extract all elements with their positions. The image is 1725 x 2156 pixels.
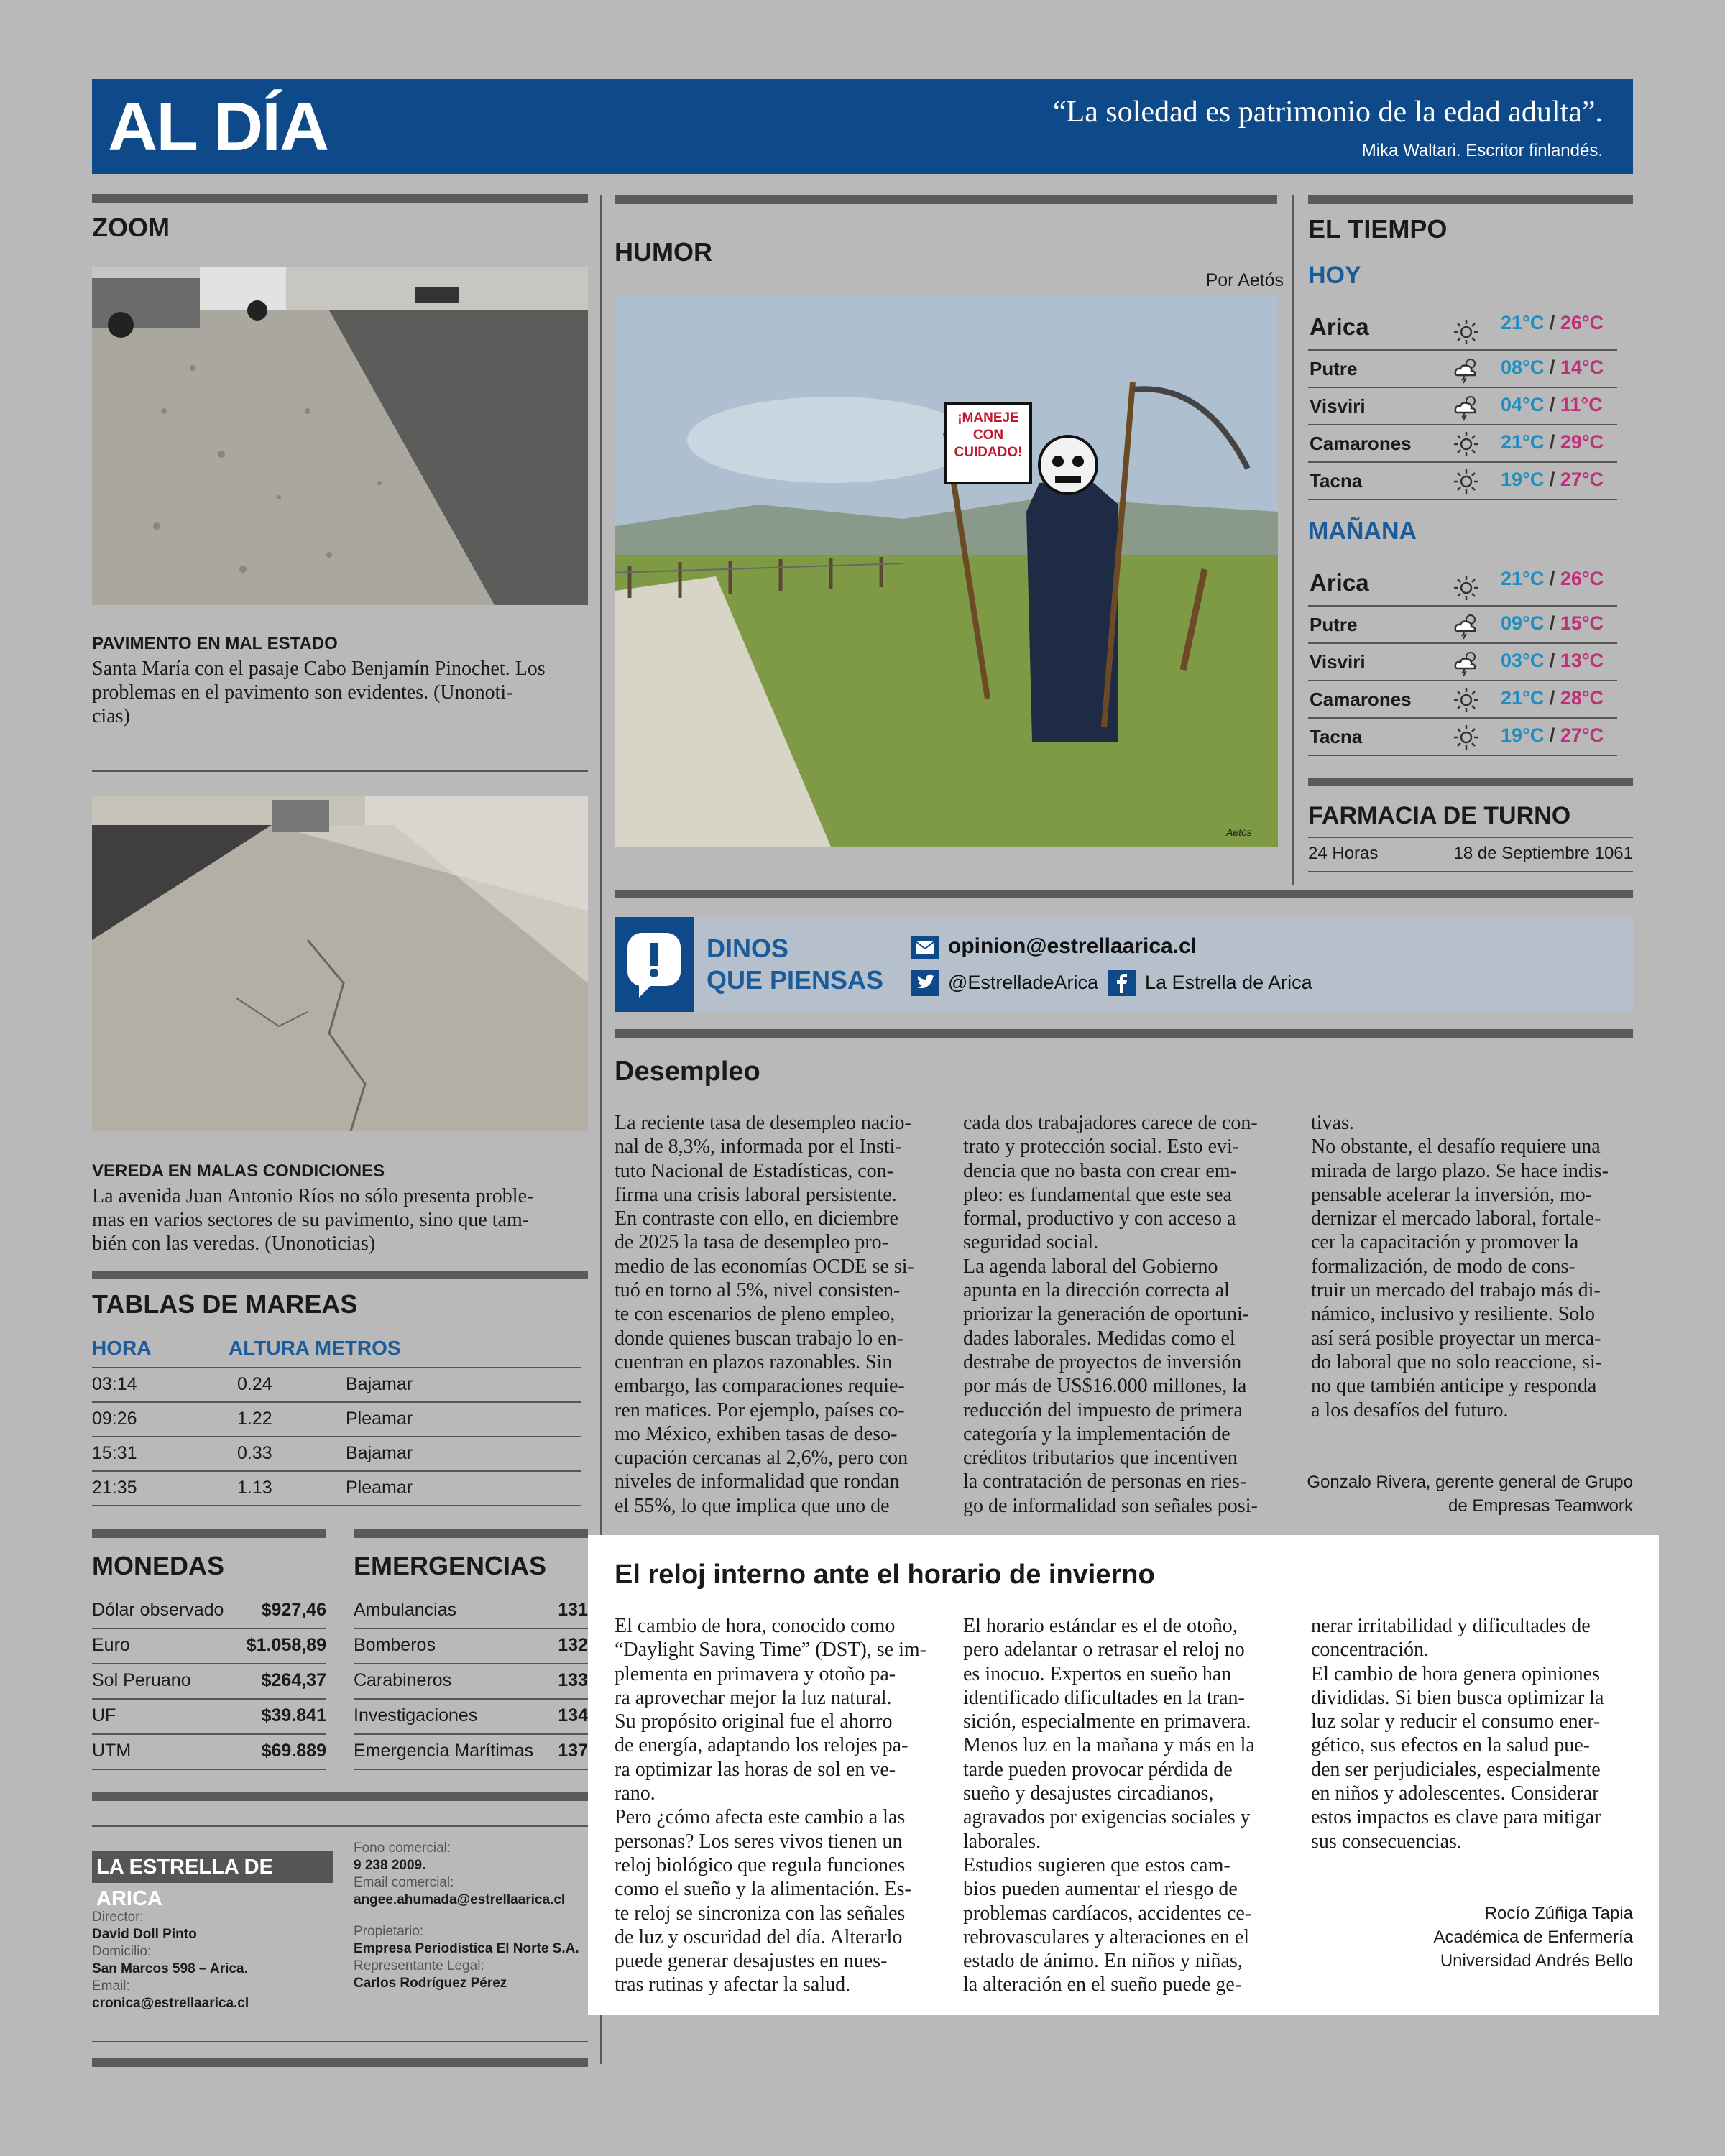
article1-title: Desempleo bbox=[615, 1056, 760, 1087]
temp-high: 29°C bbox=[1560, 431, 1604, 453]
article1-col2: cada dos trabajadores carece de con- trato y protección social. Esto evi- dencia que no basta con crear em- pleo: es fundamental que este sea formal, productivo y con acceso a seguridad social. La agenda laboral del Gobierno apunta en la dirección correcta al priorizar la generación de oportuni- dades laborales. Medidas como el destrabe de proyectos de inversión por más de US$16.000 millones, la reducción del impuesto de primera categoría y la implementación de créditos tributarios que incentiven la contratación de personas en ries- go de informalidad son señales posi- bbox=[963, 1112, 1258, 1517]
humor-cartoon bbox=[615, 296, 1278, 847]
tide-tipo: Bajamar bbox=[346, 1443, 413, 1463]
label: Email: bbox=[92, 1978, 130, 1994]
temp-low: 21°C bbox=[1501, 568, 1545, 589]
photo1-caption-title: PAVIMENTO EN MAL ESTADO bbox=[92, 634, 338, 653]
weather-row bbox=[1308, 607, 1617, 644]
temp-high: 28°C bbox=[1560, 687, 1604, 709]
emergency-table bbox=[354, 1594, 588, 1770]
tides-col-hora: HORA bbox=[92, 1337, 152, 1359]
tide-hora: 09:26 bbox=[92, 1409, 137, 1429]
temp-high: 27°C bbox=[1560, 724, 1604, 746]
label: Domicilio: bbox=[92, 1944, 152, 1959]
email-icon bbox=[911, 936, 939, 959]
divider bbox=[1308, 871, 1633, 872]
storm-cloud-icon bbox=[1452, 392, 1481, 425]
label: Propietario: bbox=[354, 1924, 424, 1939]
weather-city: Camarones bbox=[1310, 433, 1412, 454]
sun-icon bbox=[1452, 467, 1481, 499]
divider bbox=[92, 770, 588, 772]
contact-heading-line: DINOS bbox=[707, 934, 789, 963]
section-bar bbox=[354, 1529, 588, 1538]
temp-low: 09°C bbox=[1501, 612, 1545, 634]
currency-table bbox=[92, 1594, 326, 1770]
weather-city: Camarones bbox=[1310, 688, 1412, 710]
weather-row bbox=[1308, 565, 1617, 607]
contact-email[interactable]: opinion@estrellaarica.cl bbox=[948, 934, 1197, 958]
divider bbox=[92, 1825, 588, 1827]
caption-line: mas en varios sectores de su pavimento, sino que tam- bbox=[92, 1209, 530, 1231]
currency-name: Sol Peruano bbox=[92, 1670, 191, 1690]
temp-low: 04°C bbox=[1501, 394, 1545, 415]
twitter-icon bbox=[911, 970, 939, 996]
pharmacy-title: FARMACIA DE TURNO bbox=[1308, 802, 1571, 829]
currency-row bbox=[92, 1664, 326, 1700]
emergency-name: Emergencia Marítimas bbox=[354, 1741, 534, 1761]
article2-title: El reloj interno ante el horario de invierno bbox=[615, 1560, 1155, 1590]
speech-bubble-icon bbox=[615, 917, 694, 1012]
article2-signature: Rocío Zúñiga Tapia Académica de Enfermería Universidad Andrés Bello bbox=[1433, 1904, 1633, 1971]
tide-row bbox=[92, 1403, 581, 1437]
weather-tomorrow-label: MAÑANA bbox=[1308, 517, 1417, 545]
tide-row bbox=[92, 1437, 581, 1472]
tide-hora: 03:14 bbox=[92, 1374, 137, 1394]
weather-tomorrow-table bbox=[1308, 565, 1617, 756]
emergency-title: EMERGENCIAS bbox=[354, 1551, 547, 1580]
weather-temps bbox=[1501, 394, 1603, 416]
tide-altura: 1.13 bbox=[237, 1478, 272, 1498]
zoom-photo-pavement bbox=[92, 267, 588, 605]
weather-row bbox=[1308, 463, 1617, 500]
emergency-number: 131 bbox=[558, 1600, 588, 1620]
currency-name: Dólar observado bbox=[92, 1600, 224, 1620]
currency-name: UF bbox=[92, 1705, 116, 1726]
section-bar bbox=[92, 1271, 588, 1279]
weather-temps bbox=[1501, 356, 1604, 379]
header-quote: “La soledad es patrimonio de la edad adulta”. bbox=[1052, 96, 1603, 129]
section-bar bbox=[92, 1529, 326, 1538]
weather-temps bbox=[1501, 612, 1604, 635]
contact-banner bbox=[615, 917, 1633, 1012]
storm-cloud-icon bbox=[1452, 648, 1481, 681]
temp-separator: / bbox=[1544, 356, 1560, 378]
legal-rep: Carlos Rodríguez Pérez bbox=[354, 1976, 507, 1991]
temp-separator: / bbox=[1544, 469, 1560, 490]
temp-separator: / bbox=[1544, 612, 1560, 634]
weather-row bbox=[1308, 425, 1617, 463]
header-quote-author: Mika Waltari. Escritor finlandés. bbox=[1361, 141, 1603, 160]
article2-col2: El horario estándar es el de otoño, pero adelantar o retrasar el reloj no es inocuo. Expertos en sueño han identificado dificultades en la tran- sición, especialmente en primavera. Menos luz en la mañana y más en la tarde pueden provocar pérdida de sueño y desajustes circadianos, agravados por exigencias sociales y laborales. Estudios sugieren que estos cam- bios pueden aumentar el riesgo de problemas cardíacos, accidentes ce- rebrovasculares y alteraciones en el estado de ánimo. En niños y niñas, la alteración en el sueño puede ge- bbox=[963, 1615, 1255, 1996]
temp-low: 19°C bbox=[1501, 469, 1545, 490]
sun-icon bbox=[1452, 318, 1481, 350]
weather-today-label: HOY bbox=[1308, 262, 1361, 289]
caption-line: La avenida Juan Antonio Ríos no sólo presenta proble- bbox=[92, 1185, 534, 1207]
sun-icon bbox=[1452, 723, 1481, 755]
currency-row bbox=[92, 1594, 326, 1629]
temp-separator: / bbox=[1544, 431, 1560, 453]
zoom-title: ZOOM bbox=[92, 213, 170, 242]
weather-city: Putre bbox=[1310, 358, 1358, 379]
emergency-row bbox=[354, 1664, 588, 1700]
weather-title: EL TIEMPO bbox=[1308, 214, 1448, 244]
tide-hora: 21:35 bbox=[92, 1478, 137, 1498]
temp-low: 03°C bbox=[1501, 650, 1545, 671]
email[interactable]: cronica@estrellaarica.cl bbox=[92, 1996, 249, 2011]
sun-icon bbox=[1452, 686, 1481, 718]
temp-separator: / bbox=[1544, 394, 1560, 415]
tides-table bbox=[92, 1368, 581, 1506]
humor-title: HUMOR bbox=[615, 237, 712, 267]
weather-city: Arica bbox=[1310, 569, 1369, 596]
label: Fono comercial: bbox=[354, 1841, 451, 1856]
weather-city: Putre bbox=[1310, 614, 1358, 635]
temp-separator: / bbox=[1544, 724, 1560, 746]
weather-city: Visviri bbox=[1310, 651, 1366, 673]
emergency-row bbox=[354, 1629, 588, 1664]
weather-temps bbox=[1501, 431, 1604, 453]
label: Director: bbox=[92, 1909, 144, 1925]
divider bbox=[92, 2041, 588, 2042]
contact-twitter[interactable]: @EstrelladeArica bbox=[948, 972, 1098, 993]
emergency-row bbox=[354, 1735, 588, 1770]
tide-altura: 0.33 bbox=[237, 1443, 272, 1463]
tide-hora: 15:31 bbox=[92, 1443, 137, 1463]
emergency-number: 132 bbox=[558, 1635, 588, 1655]
photo2-caption-title: VEREDA EN MALAS CONDICIONES bbox=[92, 1161, 385, 1181]
weather-temps bbox=[1501, 568, 1604, 590]
temp-high: 26°C bbox=[1560, 312, 1604, 333]
temp-high: 11°C bbox=[1560, 394, 1603, 415]
contact-heading-line: QUE PIENSAS bbox=[707, 965, 884, 995]
caption-line: problemas en el pavimento son evidentes. (Unonoti- bbox=[92, 681, 513, 704]
emergency-number: 137 bbox=[558, 1741, 588, 1761]
article1-col1: La reciente tasa de desempleo nacio- nal de 8,3%, informada por el Insti- tuto Nacional de Estadísticas, con- firma una crisis laboral persistente. En contraste con ello, en diciembre de 2025 la tasa de desempleo pro- medio de las economías OCDE se si- tuó en torno al 5%, nivel consisten- te con escenarios de pleno empleo, donde quienes buscan trabajo lo en- cuentran en plazos razonables. Sin embargo, las comparaciones requie- ren matices. Por ejemplo, países co- mo México, exhiben tasas de deso- cupación cercanas al 2,6%, pero con niveles de informalidad que rondan el 55%, lo que implica que uno de bbox=[615, 1112, 914, 1517]
article1-signature: Gonzalo Rivera, gerente general de Grupo de Empresas Teamwork bbox=[1307, 1473, 1633, 1516]
temp-separator: / bbox=[1544, 568, 1560, 589]
currency-row bbox=[92, 1629, 326, 1664]
storm-cloud-icon bbox=[1452, 355, 1481, 387]
temp-high: 15°C bbox=[1560, 612, 1604, 634]
label: Email comercial: bbox=[354, 1875, 454, 1890]
emergency-number: 133 bbox=[558, 1670, 588, 1690]
emergency-name: Carabineros bbox=[354, 1670, 452, 1690]
divider bbox=[1308, 837, 1633, 838]
address: San Marcos 598 – Arica. bbox=[92, 1961, 248, 1976]
section-bar bbox=[92, 194, 588, 203]
tide-row bbox=[92, 1472, 581, 1506]
section-bar bbox=[92, 1792, 588, 1801]
section-bar bbox=[1308, 778, 1633, 786]
weather-city: Tacna bbox=[1310, 726, 1363, 747]
caption-line: cias) bbox=[92, 705, 130, 727]
sun-icon bbox=[1452, 430, 1481, 462]
contact-heading bbox=[707, 933, 883, 996]
weather-row bbox=[1308, 309, 1617, 351]
currency-value: $39.841 bbox=[261, 1705, 326, 1726]
temp-separator: / bbox=[1544, 312, 1560, 333]
contact-facebook[interactable]: La Estrella de Arica bbox=[1145, 972, 1312, 993]
article2-col1: El cambio de hora, conocido como “Daylight Saving Time” (DST), se im- plementa en primavera y otoño pa- ra aprovechar mejor la luz natural. Su propósito original fue el ahorro de energía, adaptando los relojes pa- ra optimizar las horas de sol en ve- rano. Pero ¿cómo afecta este cambio a las personas? Los seres vivos tienen un reloj biológico que regula funciones como el sueño y la alimentación. Es- te reloj se sincroniza con las señales de luz y oscuridad del día. Alterarlo puede generar desajustes en nues- tras rutinas y afectar la salud. bbox=[615, 1615, 926, 1996]
weather-city: Visviri bbox=[1310, 395, 1366, 417]
pharmacy-address: 18 de Septiembre 1061 bbox=[1453, 844, 1633, 863]
article2-col3: nerar irritabilidad y dificultades de concentración. El cambio de hora genera opiniones divididas. Si bien busca optimizar la luz solar y reducir el consumo ener- gético, sus efectos en la salud pue- den ser perjudiciales, especialmente en niños y adolescentes. Considerar estos impactos es clave para mitigar sus consecuencias. bbox=[1311, 1615, 1604, 1853]
section-bar bbox=[92, 2058, 588, 2067]
tide-altura: 1.22 bbox=[237, 1409, 272, 1429]
column-divider bbox=[1292, 195, 1294, 885]
currency-title: MONEDAS bbox=[92, 1551, 225, 1580]
weather-row bbox=[1308, 719, 1617, 756]
weather-row bbox=[1308, 681, 1617, 719]
caption-line: Santa María con el pasaje Cabo Benjamín Pinochet. Los bbox=[92, 658, 546, 680]
temp-low: 21°C bbox=[1501, 312, 1545, 333]
facebook-icon bbox=[1108, 970, 1136, 996]
temp-high: 14°C bbox=[1560, 356, 1604, 378]
temp-high: 13°C bbox=[1560, 650, 1604, 671]
weather-city: Tacna bbox=[1310, 470, 1363, 492]
newspaper-logo: LA ESTRELLA DE ARICA bbox=[92, 1851, 334, 1883]
tide-tipo: Bajamar bbox=[346, 1374, 413, 1394]
tide-altura: 0.24 bbox=[237, 1374, 272, 1394]
tides-title: TABLAS DE MAREAS bbox=[92, 1289, 358, 1319]
currency-value: $927,46 bbox=[261, 1600, 326, 1620]
commercial-email[interactable]: angee.ahumada@estrellaarica.cl bbox=[354, 1892, 566, 1907]
weather-today-table bbox=[1308, 309, 1617, 500]
weather-row bbox=[1308, 644, 1617, 681]
temp-high: 27°C bbox=[1560, 469, 1604, 490]
cartoon-sign-text: ¡MANEJE CON CUIDADO! bbox=[954, 410, 1023, 460]
emergency-row bbox=[354, 1700, 588, 1735]
currency-value: $1.058,89 bbox=[246, 1635, 326, 1655]
emergency-number: 134 bbox=[558, 1705, 588, 1726]
director: David Doll Pinto bbox=[92, 1927, 197, 1942]
caption-line: bién con las veredas. (Unonoticias) bbox=[92, 1233, 376, 1255]
humor-credit: Por Aetós bbox=[1205, 270, 1284, 290]
section-bar bbox=[615, 195, 1277, 204]
emergency-row bbox=[354, 1594, 588, 1629]
temp-low: 08°C bbox=[1501, 356, 1545, 378]
currency-value: $69.889 bbox=[261, 1741, 326, 1761]
emergency-name: Investigaciones bbox=[354, 1705, 478, 1726]
emergency-name: Bomberos bbox=[354, 1635, 436, 1655]
article1-col3: tivas. No obstante, el desafío requiere una mirada de largo plazo. Se hace indis- pensable acelerar la inversión, mo- dernizar el mercado laboral, fortale- cer la capacitación y promover la formalización, de modo de cons- truir un mercado del trabajo más di- námico, inclusivo y resiliente. Solo así será posible proyectar un merca- do laboral que no solo reaccione, si- no que también anticipe y responda a los desafíos del futuro. bbox=[1311, 1112, 1609, 1422]
sun-icon bbox=[1452, 573, 1481, 606]
pharmacy-hours: 24 Horas bbox=[1308, 844, 1379, 863]
page-header bbox=[92, 79, 1633, 174]
temp-low: 21°C bbox=[1501, 431, 1545, 453]
section-bar bbox=[615, 890, 1633, 898]
weather-temps bbox=[1501, 650, 1604, 672]
label: Representante Legal: bbox=[354, 1958, 484, 1973]
photo1-caption bbox=[92, 657, 588, 728]
masthead-right bbox=[354, 1840, 579, 1992]
owner: Empresa Periodística El Norte S.A. bbox=[354, 1941, 579, 1956]
weather-temps bbox=[1501, 469, 1604, 491]
tides-col-altura: ALTURA METROS bbox=[229, 1337, 401, 1359]
cartoon-signature: Aetós bbox=[1226, 826, 1252, 838]
weather-temps bbox=[1501, 312, 1604, 334]
weather-city: Arica bbox=[1310, 313, 1369, 340]
currency-name: UTM bbox=[92, 1741, 132, 1761]
zoom-photo-sidewalk bbox=[92, 796, 588, 1131]
emergency-name: Ambulancias bbox=[354, 1600, 457, 1620]
tide-row bbox=[92, 1368, 581, 1403]
section-brand: AL DÍA bbox=[108, 88, 328, 165]
currency-row bbox=[92, 1700, 326, 1735]
section-bar bbox=[1308, 195, 1633, 204]
photo2-caption bbox=[92, 1184, 595, 1256]
phone: 9 238 2009. bbox=[354, 1858, 426, 1873]
temp-low: 21°C bbox=[1501, 687, 1545, 709]
currency-value: $264,37 bbox=[261, 1670, 326, 1690]
storm-cloud-icon bbox=[1452, 611, 1481, 643]
weather-row bbox=[1308, 351, 1617, 388]
weather-row bbox=[1308, 388, 1617, 425]
weather-temps bbox=[1501, 687, 1604, 709]
temp-low: 19°C bbox=[1501, 724, 1545, 746]
temp-separator: / bbox=[1544, 650, 1560, 671]
temp-high: 26°C bbox=[1560, 568, 1604, 589]
tide-tipo: Pleamar bbox=[346, 1478, 413, 1498]
currency-name: Euro bbox=[92, 1635, 130, 1655]
currency-row bbox=[92, 1735, 326, 1770]
weather-temps bbox=[1501, 724, 1604, 747]
temp-separator: / bbox=[1544, 687, 1560, 709]
masthead-left bbox=[92, 1909, 249, 2012]
section-bar bbox=[615, 1029, 1633, 1038]
tide-tipo: Pleamar bbox=[346, 1409, 413, 1429]
